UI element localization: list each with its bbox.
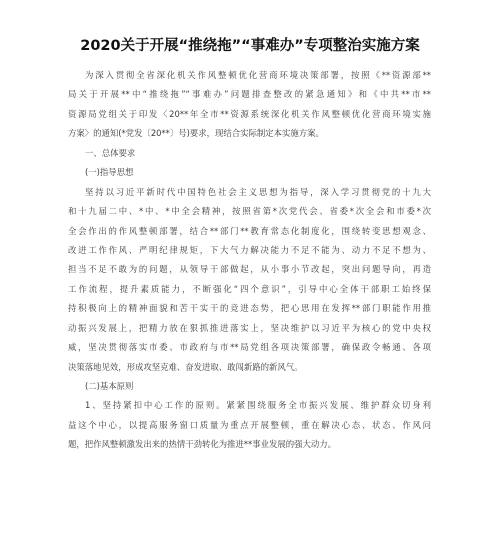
subsection-heading: (二)基本原则 [85, 381, 134, 391]
paragraph-line: 动振兴发展上，把精力放在狠抓推进落实上，坚决维护以习近平为核心的党中央权 [68, 322, 431, 333]
paragraph-line: 题，把作风整顿激发出来的热情干劲转化为推进**事业发展的强大动力。 [68, 439, 336, 450]
paragraph-line: 全会作出的作风整顿部署，结合**部门**教育常态化制度化，围绕转变思想观念、 [68, 225, 431, 236]
document-body [68, 66, 431, 455]
paragraph-line: 决策落地见效，形成攻坚克难、奋发进取、敢闯新路的新风气。 [68, 361, 303, 372]
paragraph-line: 工作流程，提升素质能力，不断强化“四个意识”，引导中心全体干部职工始终保 [68, 283, 431, 294]
paragraph-line: 威，坚决贯彻落实市委、市政府与市**局党组各项决策部署，确保政令畅通、各项 [68, 342, 431, 353]
paragraph-line: 1、坚持紧扣中心工作的原则。紧紧围绕服务全市振兴发展、维护群众切身利 [85, 400, 431, 411]
paragraph-line: 持积极向上的精神面貌和苦干实干的竞进态势，把心思用在发挥**部门职能作用推 [68, 303, 431, 314]
paragraph-line: 资源局党组关于印发〈20**年全市**资源系统深化机关作风整顿优化营商环境实施 [68, 108, 431, 119]
paragraph-line: 方案〉的通知(*党发〔20**〕号)要求，现结合实际制定本实施方案。 [68, 128, 324, 139]
paragraph-line: 改进工作作风、严明纪律规矩，下大气力解决能力不足不能为、动力不足不想为、 [68, 244, 431, 255]
subsection-heading: (一)指导思想 [85, 167, 134, 178]
paragraph-line: 和十九届二中、*中、*中全会精神，按照省第*次党代会、省委*次全会和市委*次 [68, 206, 431, 217]
paragraph-line: 坚持以习近平新时代中国特色社会主义思想为指导，深入学习贯彻党的十九大 [85, 186, 431, 197]
paragraph-line: 益这个中心，以提高服务窗口质量为重点开展整顿，重在解决心态、状态、作风问 [68, 419, 431, 430]
paragraph-line: 担当不足不敢为的问题，从领导干部做起，从小事小节改起，突出问题导向，再造 [68, 264, 431, 275]
section-heading: 一、总体要求 [85, 147, 136, 158]
paragraph-line: 为深入贯彻全省深化机关作风整顿优化营商环境决策部署，按照《**资源部** [85, 70, 431, 80]
document-title: 2020关于开展“推绕拖”“事难办”专项整治实施方案 [80, 38, 420, 54]
paragraph-line: 局关于开展**中“推绕拖”“事难办”问题排查整改的紧急通知》和《中共**市** [68, 89, 431, 100]
